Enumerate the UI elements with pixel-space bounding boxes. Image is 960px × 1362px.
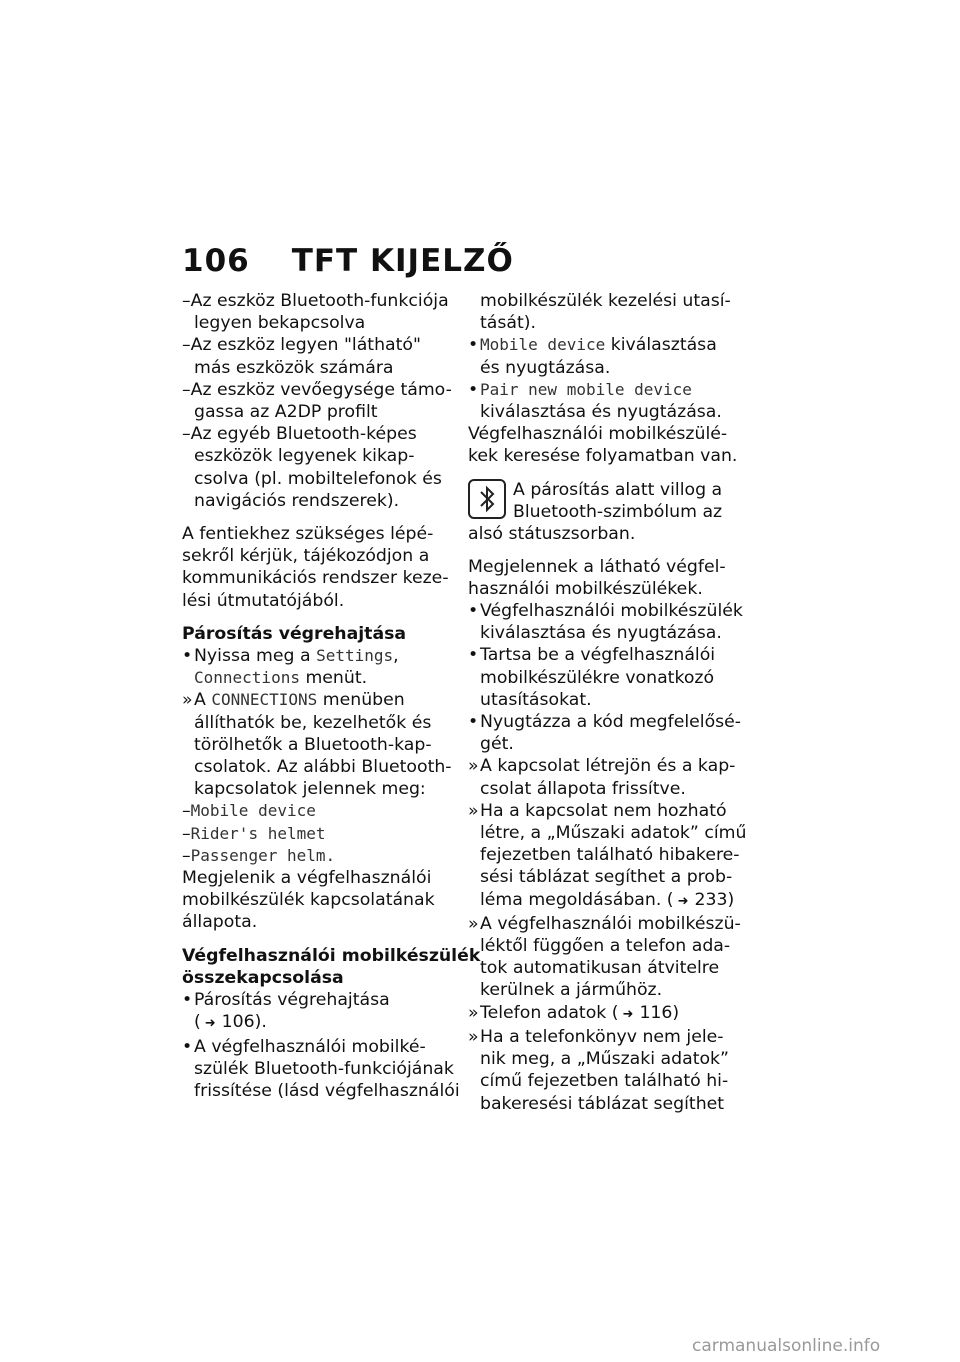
code-mobile-device: Mobile device: [480, 335, 606, 355]
result-text: A végfelhasználói mobilkészü-: [480, 913, 741, 934]
page-ref: 116): [639, 1002, 680, 1023]
result-transfer-line-4: kerülnek a járműhöz.: [480, 980, 663, 1001]
para3-line-2: kek keresése folyamatban van.: [468, 446, 738, 467]
bullet-marker: •: [468, 379, 479, 400]
comma: ,: [393, 646, 399, 667]
para4-line-2: használói mobilkészülékek.: [468, 578, 703, 599]
para3-line-1: Végfelhasználói mobilkészülé-: [468, 424, 728, 445]
code-settings: Settings: [316, 646, 394, 666]
page-ref: 106).: [221, 1012, 267, 1033]
code-connections-caps: CONNECTIONS: [211, 690, 318, 710]
result-phonebook: [468, 1026, 734, 1048]
page-ref-arrow-icon: ➜: [677, 893, 689, 909]
option-passenger-helmet: [182, 845, 458, 867]
cont-line-1: mobilkészülék kezelési utasí-: [480, 291, 731, 311]
result-phonebook-line-3: című fejezetben található hi-: [480, 1071, 729, 1092]
result-text-end: menüben: [317, 690, 405, 711]
bt-line-1: A párosítás alatt villog a: [513, 479, 723, 500]
step-do-pairing-ref: [182, 1011, 458, 1035]
req-1-line-1: –Az eszköz Bluetooth-funkciója: [182, 291, 449, 311]
dash: –: [182, 823, 191, 844]
para4-line-1: Megjelennek a látható végfel-: [468, 556, 726, 577]
req-4-line-1: –Az egyéb Bluetooth-képes: [182, 424, 417, 445]
result-text: Telefon adatok (: [480, 1002, 619, 1023]
step-open-settings: [182, 645, 458, 667]
result-phonebook-line-2: nik meg, a „Műszaki adatok”: [480, 1049, 730, 1070]
code-mobile-device: Mobile device: [190, 801, 316, 821]
result-failed-line-4: sési táblázat segíthet a prob-: [480, 867, 733, 888]
result-line-4: csolatok. Az alábbi Bluetooth-: [194, 757, 452, 778]
step-update-line-3: frissítése (lásd végfelhasználói: [194, 1080, 460, 1101]
req-4-line-2: eszközök legyenek kikap-: [194, 446, 415, 467]
intro-paragraph: [182, 523, 458, 612]
step-text-end: menüt.: [299, 668, 368, 689]
result-connection-established: [468, 755, 734, 777]
req-4-line-3: csolva (pl. mobiltelefonok és: [194, 468, 442, 489]
result-marker: »: [182, 690, 193, 711]
result-line-2: állíthatók be, kezelhetők és: [194, 712, 432, 733]
option-riders-helmet: [182, 823, 458, 845]
req-1-line-2: legyen bekapcsolva: [194, 313, 366, 334]
bullet-marker: •: [182, 646, 193, 667]
left-column: [182, 290, 481, 1102]
bt-line-2: Bluetooth-szimbólum az: [513, 501, 723, 522]
bullet-marker: •: [182, 1036, 193, 1057]
result-connection-failed: [468, 800, 734, 822]
step-text: Nyissa meg a: [194, 646, 317, 667]
result-phone-data: [468, 1002, 734, 1026]
section-heading-connect-line-2: összekapcsolása: [182, 967, 344, 988]
para1-line-3: kommunikációs rendszer keze-: [182, 568, 449, 589]
page-ref-arrow-icon: ➜: [204, 1016, 216, 1032]
bullet-marker: •: [468, 645, 479, 666]
dash: –: [182, 845, 191, 866]
result-text: A kapcsolat létrejön és a kap-: [480, 756, 736, 777]
page-ref-arrow-icon: ➜: [622, 1006, 634, 1022]
result-line-5: kapcsolatok jelennek meg:: [194, 779, 426, 800]
result-data-transfer: [468, 913, 741, 935]
watermark: carmanualsonline.info: [692, 1336, 881, 1356]
section-heading-pairing: Párosítás végrehajtása: [182, 623, 407, 644]
bullet-marker: •: [468, 712, 479, 733]
result-line-3: törölhetők a Bluetooth-kap-: [194, 734, 432, 755]
code-pair-new-mobile-device: Pair new mobile device: [480, 379, 692, 399]
page-number: 106: [182, 243, 250, 279]
step-do-pairing: [182, 989, 458, 1011]
para2-line-2: mobilkészülék kapcsolatának: [182, 890, 435, 911]
step-follow-line-2: mobilkészülékre vonatkozó: [480, 667, 715, 688]
req-2-line-2: más eszközök számára: [194, 357, 394, 378]
step-pair-new: [468, 379, 734, 401]
step-select-mobile-device: [468, 334, 734, 356]
bluetooth-note: [468, 479, 734, 545]
page-header: [182, 243, 514, 279]
result-failed-line-5: [468, 889, 734, 913]
step-select-line-2: és nyugtázása.: [480, 357, 611, 378]
result-established-line-2: csolat állapota frissítve.: [480, 778, 686, 799]
step-pair-new-line-2: kiválasztása és nyugtázása.: [480, 402, 722, 423]
result-transfer-line-3: tok automatikusan átvitelre: [480, 958, 720, 979]
paren: (: [194, 1012, 201, 1033]
requirements-list: [182, 290, 458, 512]
step-text: Tartsa be a végfelhasználói: [480, 645, 716, 666]
req-3-line-2: gassa az A2DP profilt: [194, 402, 378, 423]
step-text: A végfelhasználói mobilké-: [194, 1036, 426, 1057]
cont-line-2: tását).: [480, 313, 536, 334]
para2-line-3: állapota.: [182, 912, 258, 933]
step-confirm-code: [468, 711, 742, 733]
bullet-marker: •: [468, 601, 479, 622]
req-4-line-4: navigációs rendszerek).: [194, 490, 400, 511]
result-marker: »: [468, 800, 479, 821]
result-text: A: [194, 690, 212, 711]
code-riders-helmet: Rider's helmet: [190, 823, 326, 843]
section-heading-connect-line-1: Végfelhasználói mobilkészülék: [182, 945, 481, 966]
result-marker: »: [468, 1026, 479, 1047]
page-title: TFT KIJELZŐ: [291, 243, 514, 279]
bluetooth-icon: [468, 479, 506, 519]
step-text: kiválasztása: [605, 335, 717, 356]
result-marker: »: [468, 1002, 479, 1023]
bullet-marker: •: [468, 335, 479, 356]
result-failed-line-3: fejezetben található hibakere-: [480, 845, 740, 866]
para1-line-2: sekről kérjük, tájékozódjon a: [182, 546, 430, 567]
page-ref: 233): [694, 889, 735, 910]
dash: –: [182, 801, 191, 822]
result-text: Ha a kapcsolat nem hozható: [480, 800, 727, 821]
status-paragraph: [182, 867, 458, 934]
req-3-line-1: –Az eszköz vevőegysége támo-: [182, 379, 452, 400]
result-failed-line-2: létre, a „Műszaki adatok” című: [480, 823, 747, 844]
result-text: léma megoldásában. (: [480, 889, 674, 910]
bullet-marker: •: [182, 990, 193, 1011]
result-phonebook-line-4: bakeresési táblázat segíthet: [480, 1093, 725, 1114]
bt-line-3: alsó státuszsorban.: [468, 523, 636, 544]
step-text: Végfelhasználói mobilkészülék: [480, 601, 743, 622]
code-passenger-helm: Passenger helm.: [190, 845, 336, 865]
code-connections: Connections: [194, 668, 300, 688]
req-2-line-1: –Az eszköz legyen "látható": [182, 335, 421, 356]
step-text: Párosítás végrehajtása: [194, 990, 390, 1011]
para1-line-1: A fentiekhez szükséges lépé-: [182, 524, 434, 545]
result-marker: »: [468, 913, 479, 934]
result-connections-menu: [182, 689, 458, 711]
step-follow-line-3: utasításokat.: [480, 689, 592, 710]
para2-line-1: Megjelenik a végfelhasználói: [182, 868, 432, 889]
step-update-line-2: szülék Bluetooth-funkciójának: [194, 1058, 454, 1079]
right-column: [468, 290, 747, 1115]
para1-line-4: lési útmutatójából.: [182, 590, 345, 611]
result-text: Ha a telefonkönyv nem jele-: [480, 1026, 724, 1047]
step-text: Nyugtázza a kód megfelelősé-: [480, 712, 742, 733]
step-follow-instructions: [468, 644, 734, 666]
step-select-device: [468, 600, 743, 622]
result-marker: »: [468, 756, 479, 777]
step-update-bluetooth: [182, 1036, 458, 1058]
result-transfer-line-2: léktől függően a telefon ada-: [480, 936, 731, 957]
step-select-device-line-2: kiválasztása és nyugtázása.: [480, 623, 722, 644]
step-confirm-line-2: gét.: [480, 734, 514, 755]
option-mobile-device: [182, 800, 458, 822]
